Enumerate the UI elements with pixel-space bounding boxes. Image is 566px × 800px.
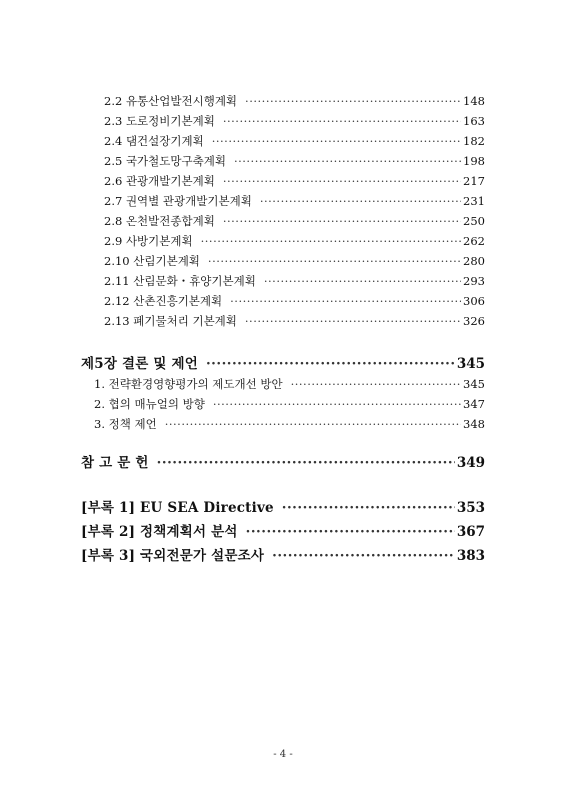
- toc-appendix-3: [81, 544, 485, 564]
- toc-entry-label: 2.5 국가철도망구축계획: [104, 154, 226, 168]
- toc-entry-label: 1. 전략환경영향평가의 제도개선 방안: [94, 377, 283, 391]
- leader-dots: [230, 294, 461, 308]
- toc-entry: [104, 293, 485, 309]
- leader-dots: [264, 274, 461, 288]
- leader-dots: [206, 356, 455, 372]
- leader-dots: [245, 94, 461, 108]
- toc-entry-label: 2.10 산림기본계획: [104, 254, 200, 268]
- toc-entry-page: 306: [463, 294, 485, 308]
- appendix-page: 367: [456, 524, 485, 540]
- toc-entry-label: 2.12 산촌진흥기본계획: [104, 294, 223, 308]
- toc-entry: [94, 376, 485, 392]
- references-page: 349: [456, 455, 485, 471]
- toc-entry: [104, 273, 485, 289]
- toc-entry: [104, 253, 485, 269]
- leader-dots: [208, 254, 461, 268]
- chapter-page: 345: [456, 356, 485, 372]
- toc-entry: [94, 396, 485, 412]
- toc-entry: [104, 93, 485, 109]
- toc-entry-label: 2. 협의 매뉴얼의 방향: [94, 397, 205, 411]
- toc-entry-label: 2.8 온천발전종합계획: [104, 214, 215, 228]
- leader-dots: [213, 397, 461, 411]
- toc-entry: [104, 113, 485, 129]
- leader-dots: [223, 174, 461, 188]
- leader-dots: [246, 524, 455, 540]
- toc-entry: [104, 173, 485, 189]
- toc-entry-page: 182: [463, 134, 485, 148]
- toc-entry-page: 348: [463, 417, 485, 431]
- leader-dots: [245, 314, 461, 328]
- leader-dots: [291, 377, 461, 391]
- leader-dots: [272, 548, 455, 564]
- toc-entry-label: 2.6 관광개발기본계획: [104, 174, 215, 188]
- appendix-title: [부록 1] EU SEA Directive: [81, 500, 274, 516]
- toc-references: [81, 451, 485, 471]
- toc-entry: [104, 153, 485, 169]
- toc-appendix-1: [81, 496, 485, 516]
- toc-entry: [94, 416, 485, 432]
- toc-entry-label: 2.4 댐건설장기계획: [104, 134, 204, 148]
- leader-dots: [234, 154, 461, 168]
- toc-entry-label: 2.11 산림문화・휴양기본계획: [104, 274, 256, 288]
- chapter-title: 제5장 결론 및 제언: [81, 356, 198, 372]
- leader-dots: [260, 194, 461, 208]
- toc-entry-page: 280: [463, 254, 485, 268]
- toc-entry-label: 2.13 폐기물처리 기본계획: [104, 314, 237, 328]
- toc-entry-page: 345: [463, 377, 485, 391]
- leader-dots: [212, 134, 461, 148]
- toc-entry-page: 148: [463, 94, 485, 108]
- toc-entry-page: 262: [463, 234, 485, 248]
- toc-entry-label: 2.3 도로정비기본계획: [104, 114, 215, 128]
- page-number-footer: - 4 -: [273, 749, 293, 760]
- toc-entry-page: 293: [463, 274, 485, 288]
- toc-entry-page: 231: [463, 194, 485, 208]
- toc-entry: [104, 193, 485, 209]
- leader-dots: [223, 214, 461, 228]
- toc-entry-label: 2.7 권역별 관광개발기본계획: [104, 194, 252, 208]
- toc-entry-page: 347: [463, 397, 485, 411]
- leader-dots: [223, 114, 461, 128]
- appendix-page: 383: [456, 548, 485, 564]
- appendix-title: [부록 2] 정책계획서 분석: [81, 524, 238, 540]
- toc-entry: [104, 313, 485, 329]
- leader-dots: [165, 417, 461, 431]
- toc-appendix-2: [81, 520, 485, 540]
- toc-entry-label: 2.2 유통산업발전시행계획: [104, 94, 238, 108]
- toc-entry-page: 326: [463, 314, 485, 328]
- leader-dots: [201, 234, 461, 248]
- references-title: 참 고 문 헌: [81, 455, 149, 471]
- leader-dots: [157, 455, 455, 471]
- toc-chapter-5: [81, 352, 485, 372]
- toc-entry-page: 163: [463, 114, 485, 128]
- toc-entry-page: 198: [463, 154, 485, 168]
- toc-entry-page: 250: [463, 214, 485, 228]
- appendix-page: 353: [456, 500, 485, 516]
- toc-entry-page: 217: [463, 174, 485, 188]
- toc-entry: [104, 213, 485, 229]
- toc-entry: [104, 233, 485, 249]
- leader-dots: [282, 500, 455, 516]
- toc-entry-label: 2.9 사방기본계획: [104, 234, 193, 248]
- toc-entry: [104, 133, 485, 149]
- toc-entry-label: 3. 정책 제언: [94, 417, 157, 431]
- appendix-title: [부록 3] 국외전문가 설문조사: [81, 548, 265, 564]
